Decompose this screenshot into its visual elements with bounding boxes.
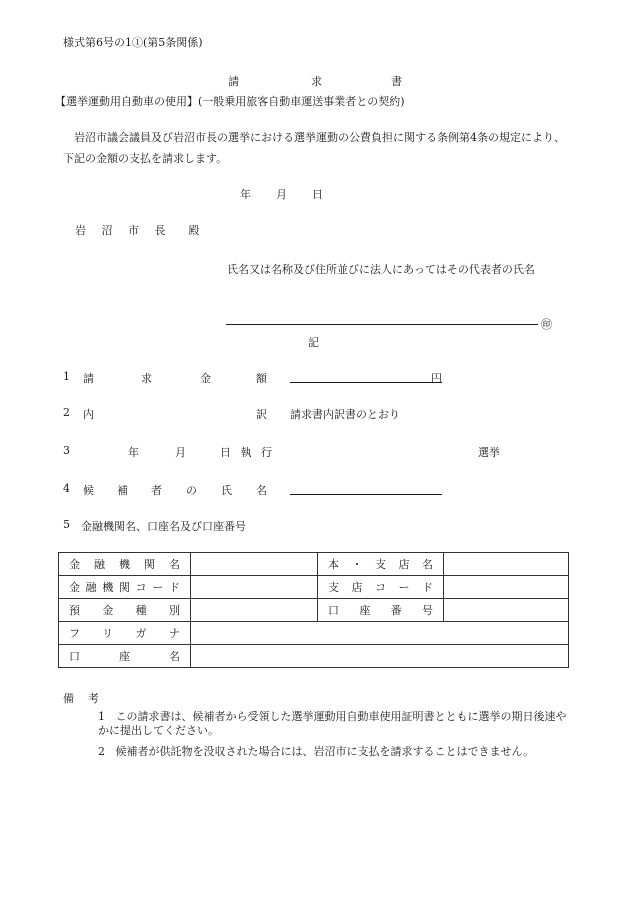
table-row bbox=[59, 553, 569, 576]
bank-account-table bbox=[58, 552, 569, 668]
item-label-char: 求 bbox=[141, 372, 152, 385]
remarks-heading: 備考 bbox=[63, 692, 113, 705]
deposit-type-field[interactable] bbox=[191, 599, 318, 622]
remark-note bbox=[98, 710, 568, 738]
account-number-label: 口座番号 bbox=[318, 599, 444, 622]
furigana-label: フリガナ bbox=[59, 622, 191, 645]
item-number: 5 bbox=[63, 518, 70, 531]
item-label-char: 月 bbox=[175, 446, 186, 459]
seal-mark: ㊞ bbox=[541, 318, 552, 331]
account-name-label: 口座名 bbox=[59, 645, 191, 668]
candidate-name-field[interactable] bbox=[290, 494, 442, 495]
deposit-type-label: 預金種別 bbox=[59, 599, 191, 622]
date-year: 年 bbox=[240, 188, 251, 201]
breakdown-value: 請求書内訳書のとおり bbox=[290, 408, 400, 421]
item-number: 2 bbox=[63, 406, 70, 419]
item-label-char: 日 執 行 bbox=[220, 446, 275, 459]
item-label-char: 内 bbox=[83, 408, 94, 421]
item-label-char: の bbox=[186, 484, 197, 497]
table-row bbox=[59, 622, 569, 645]
date-month: 月 bbox=[276, 188, 287, 201]
branch-name-field[interactable] bbox=[444, 553, 569, 576]
election-value: 選挙 bbox=[478, 446, 500, 459]
table-row bbox=[59, 645, 569, 668]
note-text: この請求書は、候補者から受領した選挙運動用自動車使用証明書とともに選挙の期日後速やかに提出してください。 bbox=[98, 710, 567, 737]
note-number: 1 bbox=[98, 710, 105, 723]
title-char: 求 bbox=[311, 75, 322, 88]
item-label-char: 候 bbox=[83, 484, 94, 497]
furigana-field[interactable] bbox=[191, 622, 569, 645]
note-text: 候補者が供託物を没収された場合には、岩沼市に支払を請求することはできません。 bbox=[115, 745, 535, 758]
item-label-char: 額 bbox=[256, 372, 267, 385]
item-label: 金融機関名、口座名及び口座番号 bbox=[81, 520, 246, 533]
item-label-char: 名 bbox=[256, 484, 267, 497]
table-row bbox=[59, 576, 569, 599]
item-number: 4 bbox=[63, 482, 70, 495]
item-number: 3 bbox=[63, 444, 70, 457]
item-label-char: 者 bbox=[151, 484, 162, 497]
branch-code-label: 支店コード bbox=[318, 576, 444, 599]
bank-name-label: 金融機関名 bbox=[59, 553, 191, 576]
date-day: 日 bbox=[312, 188, 323, 201]
form-number: 様式第6号の1①(第5条関係) bbox=[63, 36, 203, 49]
document-subtitle: 【選挙運動用自動車の使用】(一般乗用旅客自動車運送事業者との契約) bbox=[55, 95, 405, 108]
branch-name-label: 本・支店名 bbox=[318, 553, 444, 576]
title-char: 書 bbox=[391, 75, 402, 88]
item-label-char: 請 bbox=[83, 372, 94, 385]
bank-code-field[interactable] bbox=[191, 576, 318, 599]
item-label-char: 補 bbox=[117, 484, 128, 497]
table-row bbox=[59, 599, 569, 622]
item-label-char: 金 bbox=[200, 372, 211, 385]
account-name-field[interactable] bbox=[191, 645, 569, 668]
amount-field[interactable] bbox=[290, 382, 442, 383]
item-label-char: 年 bbox=[128, 446, 139, 459]
title-char: 請 bbox=[228, 75, 239, 88]
yen-unit: 円 bbox=[431, 372, 442, 385]
signature-line[interactable] bbox=[226, 324, 538, 325]
request-statement: 岩沼市議会議員及び岩沼市長の選挙における選挙運動の公費負担に関する条例第4条の規定により、下記の金額の支払を請求します。 bbox=[63, 131, 565, 165]
note-number: 2 bbox=[98, 745, 105, 758]
bank-name-field[interactable] bbox=[191, 553, 318, 576]
remark-note bbox=[98, 745, 568, 759]
item-label-char: 氏 bbox=[221, 484, 232, 497]
branch-code-field[interactable] bbox=[444, 576, 569, 599]
ki-heading: 記 bbox=[308, 336, 319, 349]
addressee: 岩 沼 市 長 殿 bbox=[75, 224, 206, 237]
claimant-name-label: 氏名又は名称及び住所並びに法人にあってはその代表者の氏名 bbox=[227, 263, 535, 276]
bank-code-label: 金融機関コード bbox=[59, 576, 191, 599]
item-label-char: 訳 bbox=[256, 408, 267, 421]
item-number: 1 bbox=[63, 370, 70, 383]
account-number-field[interactable] bbox=[444, 599, 569, 622]
